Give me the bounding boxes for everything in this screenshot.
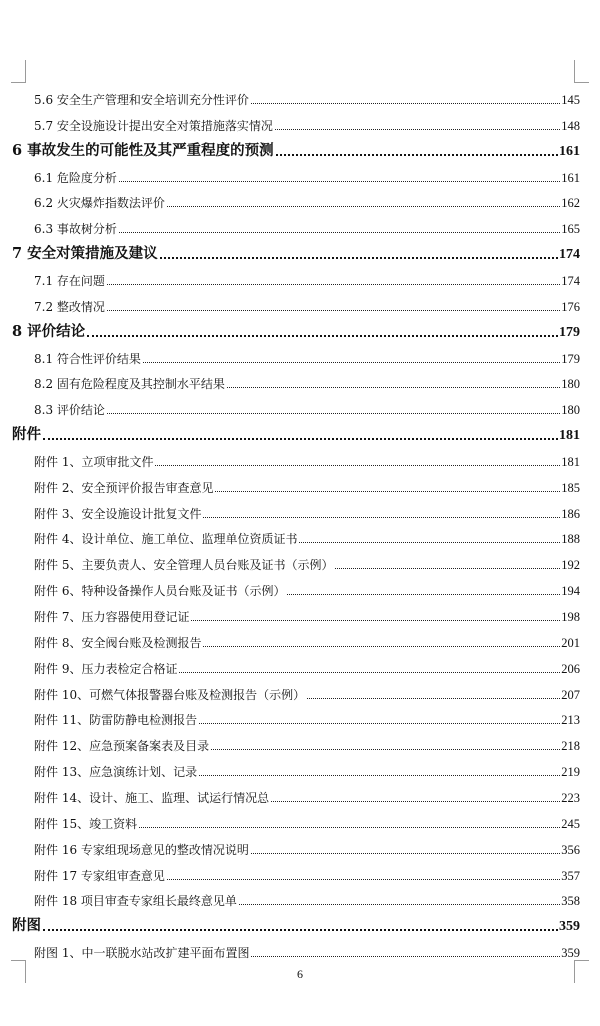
toc-entry-title: 7.1 存在问题: [34, 273, 105, 288]
toc-section-entry[interactable]: [34, 213, 580, 237]
toc-entry-page: 179: [559, 324, 580, 340]
toc-entry-title: 6.1 危险度分析: [34, 170, 117, 185]
toc-entry-page: 181: [561, 454, 580, 469]
toc-entry-title: 附件 2、安全预评价报告审查意见: [34, 480, 214, 495]
dot-leader: [179, 672, 560, 673]
toc-entry-page: 357: [561, 868, 580, 883]
toc-entry-page: 180: [561, 377, 580, 392]
dot-leader: [251, 956, 560, 957]
dot-leader: [299, 542, 560, 543]
toc-entry-title: 附件 5、主要负责人、安全管理人员台账及证书（示例）: [34, 558, 334, 573]
dot-leader: [43, 929, 558, 931]
toc-entry-title: 附件 16 专家组现场意见的整改情况说明: [34, 842, 249, 857]
dot-leader: [107, 413, 560, 414]
dot-leader: [271, 801, 560, 802]
toc-entry-title: 附件 17 专家组审查意见: [34, 868, 165, 883]
toc-section-entry[interactable]: [34, 368, 580, 392]
toc-section-entry[interactable]: [34, 472, 580, 496]
dot-leader: [43, 438, 558, 440]
toc-entry-title: 6.2 火灾爆炸指数法评价: [34, 196, 165, 211]
dot-leader: [119, 232, 560, 233]
dot-leader: [203, 517, 560, 518]
toc-entry-page: 176: [561, 299, 580, 314]
dot-leader: [211, 749, 560, 750]
toc-entry-title: 附件: [12, 426, 41, 444]
toc-section-entry[interactable]: [34, 162, 580, 186]
toc-section-entry[interactable]: [34, 291, 580, 315]
toc-entry-title: 6.3 事故树分析: [34, 222, 117, 237]
toc-entry-title: 附件 9、压力表检定合格证: [34, 661, 178, 676]
toc-entry-title: 附图: [12, 917, 41, 935]
toc-chapter-entry[interactable]: [12, 136, 580, 160]
toc-section-entry[interactable]: [34, 756, 580, 780]
toc-entry-page: 245: [561, 816, 580, 831]
toc-entry-title: 附件 1、立项审批文件: [34, 454, 154, 469]
toc-section-entry[interactable]: [34, 575, 580, 599]
dot-leader: [191, 620, 560, 621]
dot-leader: [215, 491, 560, 492]
toc-entry-title: 附件 12、应急预案备案表及目录: [34, 739, 210, 754]
toc-entry-page: 186: [561, 506, 580, 521]
dot-leader: [155, 465, 560, 466]
toc-entry-title: 7 安全对策措施及建议: [12, 245, 158, 263]
crop-mark-top-right: [574, 60, 589, 83]
toc-section-entry[interactable]: [34, 653, 580, 677]
toc-section-entry[interactable]: [34, 885, 580, 909]
toc-section-entry[interactable]: [34, 446, 580, 470]
toc-entry-page: 358: [561, 894, 580, 909]
toc-section-entry[interactable]: [34, 834, 580, 858]
dot-leader: [119, 181, 560, 182]
toc-entry-title: 5.6 安全生产管理和安全培训充分性评价: [34, 93, 249, 107]
toc-entry-page: 219: [561, 765, 580, 780]
toc-entry-page: 201: [561, 635, 580, 650]
toc-entry-title: 附件 18 项目审查专家组长最终意见单: [34, 894, 237, 909]
dot-leader: [139, 827, 560, 828]
toc-entry-page: 213: [561, 713, 580, 728]
dot-leader: [199, 775, 560, 776]
toc-entry-title: 附件 15、竣工资料: [34, 816, 138, 831]
dot-leader: [203, 646, 560, 647]
toc-entry-title: 附件 14、设计、施工、监理、试运行情况总: [34, 790, 270, 805]
dot-leader: [239, 904, 560, 905]
toc-entry-title: 附件 6、特种设备操作人员台账及证书（示例）: [34, 584, 286, 599]
toc-entry-page: 179: [561, 351, 580, 366]
toc-entry-page: 180: [561, 403, 580, 418]
toc-entry-page: 194: [561, 584, 580, 599]
dot-leader: [251, 853, 560, 854]
toc-section-entry[interactable]: [34, 782, 580, 806]
toc-entry-title: 8.2 固有危险程度及其控制水平结果: [34, 377, 225, 392]
toc-section-entry[interactable]: [34, 394, 580, 418]
dot-leader: [87, 335, 558, 337]
page-number: 6: [297, 967, 303, 981]
dot-leader: [251, 103, 560, 104]
toc-entry-title: 7.2 整改情况: [34, 299, 105, 314]
dot-leader: [275, 129, 560, 130]
toc-chapter-entry[interactable]: [12, 420, 580, 444]
toc-entry-page: 162: [561, 196, 580, 211]
dot-leader: [107, 284, 560, 285]
dot-leader: [276, 154, 558, 156]
toc-entry-page: 223: [561, 790, 580, 805]
toc-entry-title: 8.1 符合性评价结果: [34, 351, 141, 366]
toc-section-entry[interactable]: [34, 110, 580, 134]
toc-entry-title: 附件 11、防雷防静电检测报告: [34, 713, 198, 728]
toc-section-entry[interactable]: [34, 808, 580, 832]
crop-mark-top-left: [11, 60, 26, 83]
toc-entry-page: 207: [561, 687, 580, 702]
toc-entry-page: 356: [561, 842, 580, 857]
dot-leader: [307, 698, 560, 699]
toc-entry-title: 8.3 评价结论: [34, 403, 105, 418]
toc-section-entry[interactable]: [34, 84, 580, 108]
toc-section-entry[interactable]: [34, 679, 580, 703]
toc-entry-page: 165: [561, 222, 580, 237]
dot-leader: [160, 257, 558, 259]
toc-entry-page: 174: [559, 247, 580, 263]
toc-entry-page: 161: [561, 170, 580, 185]
toc-chapter-entry[interactable]: [12, 239, 580, 263]
dot-leader: [143, 362, 560, 363]
dot-leader: [287, 594, 560, 595]
toc-section-entry[interactable]: [34, 187, 580, 211]
dot-leader: [167, 206, 560, 207]
toc-section-entry[interactable]: [34, 601, 580, 625]
toc-section-entry[interactable]: [34, 498, 580, 522]
toc-entry-page: 192: [561, 558, 580, 573]
toc-entry-title: 附件 7、压力容器使用登记证: [34, 610, 190, 624]
toc-entry-title: 附件 4、设计单位、施工单位、监理单位资质证书: [34, 532, 298, 547]
toc-entry-page: 359: [559, 919, 580, 935]
dot-leader: [199, 723, 560, 724]
dot-leader: [227, 387, 560, 388]
toc-entry-page: 148: [561, 118, 580, 133]
toc-section-entry[interactable]: [34, 730, 580, 754]
toc-entry-page: 188: [561, 532, 580, 547]
toc-chapter-entry[interactable]: [12, 911, 580, 935]
toc-entry-page: 359: [561, 946, 580, 961]
toc-entry-title: 附件 10、可燃气体报警器台账及检测报告（示例）: [34, 687, 306, 702]
toc-section-entry[interactable]: [34, 265, 580, 289]
toc-entry-page: 218: [561, 739, 580, 754]
dot-leader: [167, 879, 560, 880]
toc-entry-title: 附件 8、安全阀台账及检测报告: [34, 635, 202, 650]
toc-entry-page: 206: [561, 661, 580, 676]
toc-entry-page: 174: [561, 273, 580, 288]
toc-entry-page: 185: [561, 480, 580, 495]
toc-section-entry[interactable]: [34, 704, 580, 728]
toc-entry-title: 附件 3、安全设施设计批复文件: [34, 506, 202, 521]
dot-leader: [107, 310, 560, 311]
dot-leader: [335, 568, 560, 569]
toc-entry-title: 附图 1、中一联脱水站改扩建平面布置图: [34, 946, 250, 961]
toc-entry-page: 161: [559, 143, 580, 159]
toc-section-entry[interactable]: [34, 627, 580, 651]
toc-section-entry[interactable]: [34, 937, 580, 961]
toc-entry-page: 198: [561, 610, 580, 624]
toc-section-entry[interactable]: [34, 523, 580, 547]
toc-entry-title: 8 评价结论: [12, 322, 86, 340]
toc-entry-title: 6 事故发生的可能性及其严重程度的预测: [12, 141, 274, 159]
toc-section-entry[interactable]: [34, 860, 580, 884]
toc-entry-page: 145: [561, 93, 580, 107]
toc-entry-title: 附件 13、应急演练计划、记录: [34, 765, 198, 780]
toc-entry-page: 181: [559, 428, 580, 444]
toc-section-entry[interactable]: [34, 549, 580, 573]
toc-section-entry[interactable]: [34, 343, 580, 367]
toc-chapter-entry[interactable]: [12, 317, 580, 341]
toc-entry-title: 5.7 安全设施设计提出安全对策措施落实情况: [34, 118, 273, 133]
